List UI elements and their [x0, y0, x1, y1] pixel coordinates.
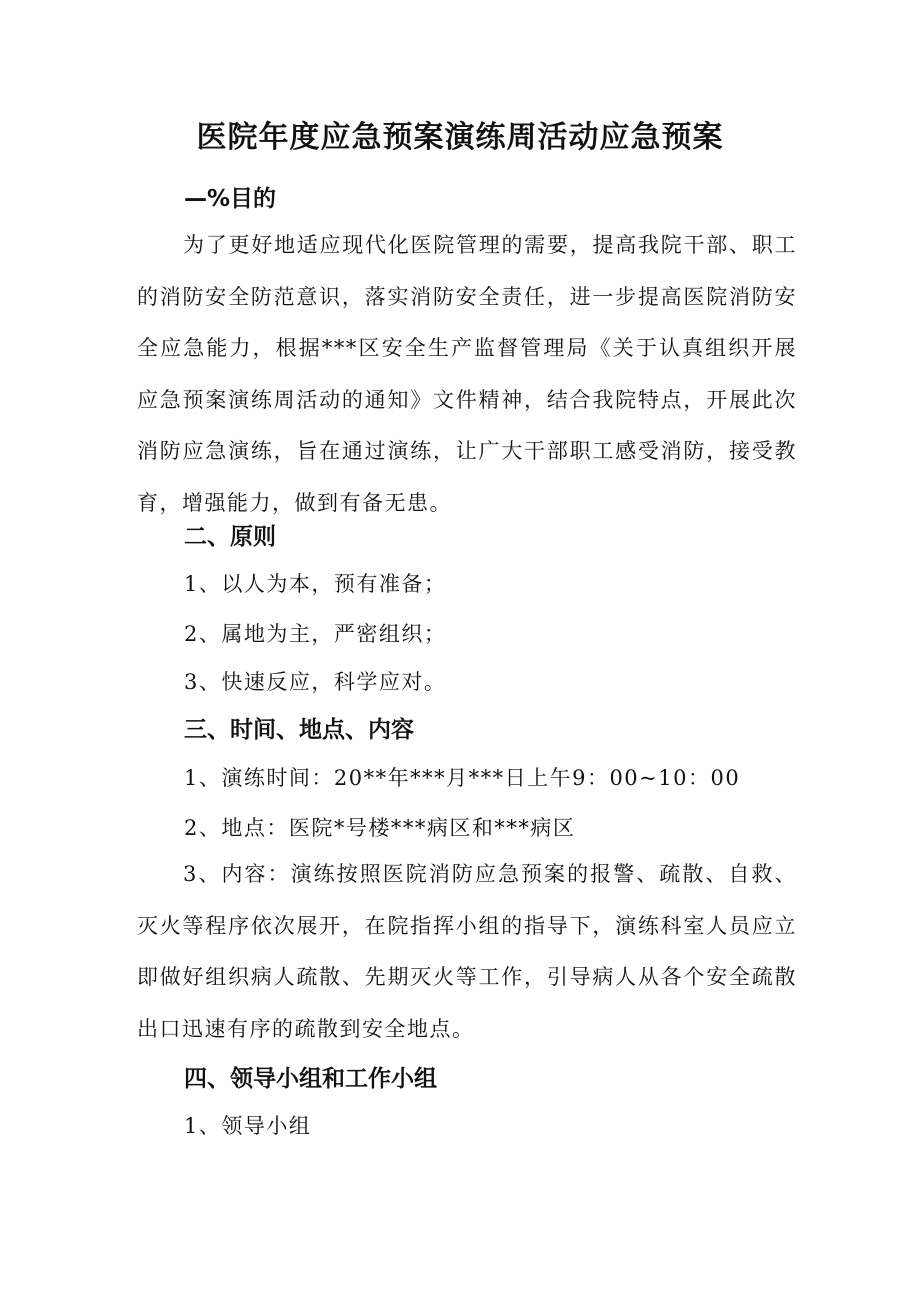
drill-location-item: 2、地点：医院*号楼***病区和***病区	[184, 816, 576, 840]
section4-heading: 四、领导小组和工作小组	[184, 1066, 437, 1092]
section3-heading: 三、时间、地点、内容	[184, 717, 414, 743]
principle-item-3: 3、快速反应，科学应对。	[184, 670, 447, 694]
section1-paragraph: 为了更好地适应现代化医院管理的需要，提高我院干部、职工的消防安全防范意识，落实消防安全责任，进一步提高医院消防安全应急能力，根据***区安全生产监督管理局《关于认真组织开展应急预案演练周活动的通知》文件精神，结合我院特点，开展此次消防应急演练，旨在通过演练，让广大干部职工感受消防，接受教育，增强能力，做到有备无患。	[137, 233, 797, 515]
drill-time-item: 1、演练时间：20**年***月***日上午9：00~10：00	[184, 766, 741, 790]
document-title: 医院年度应急预案演练周活动应急预案	[196, 120, 724, 155]
section1-heading: —%目的	[184, 186, 277, 212]
principle-item-2: 2、属地为主，严密组织；	[184, 622, 447, 646]
leadership-group-item: 1、领导小组	[184, 1114, 312, 1138]
drill-content-paragraph: 3、内容：演练按照医院消防应急预案的报警、疏散、自救、灭火等程序依次展开，在院指挥小组的指导下，演练科室人员应立即做好组织病人疏散、先期灭火等工作，引导病人从各个安全疏散出口迅速有序的疏散到安全地点。	[137, 862, 797, 1041]
principle-item-1: 1、以人为本，预有准备；	[184, 572, 447, 596]
section2-heading: 二、原则	[184, 524, 276, 550]
